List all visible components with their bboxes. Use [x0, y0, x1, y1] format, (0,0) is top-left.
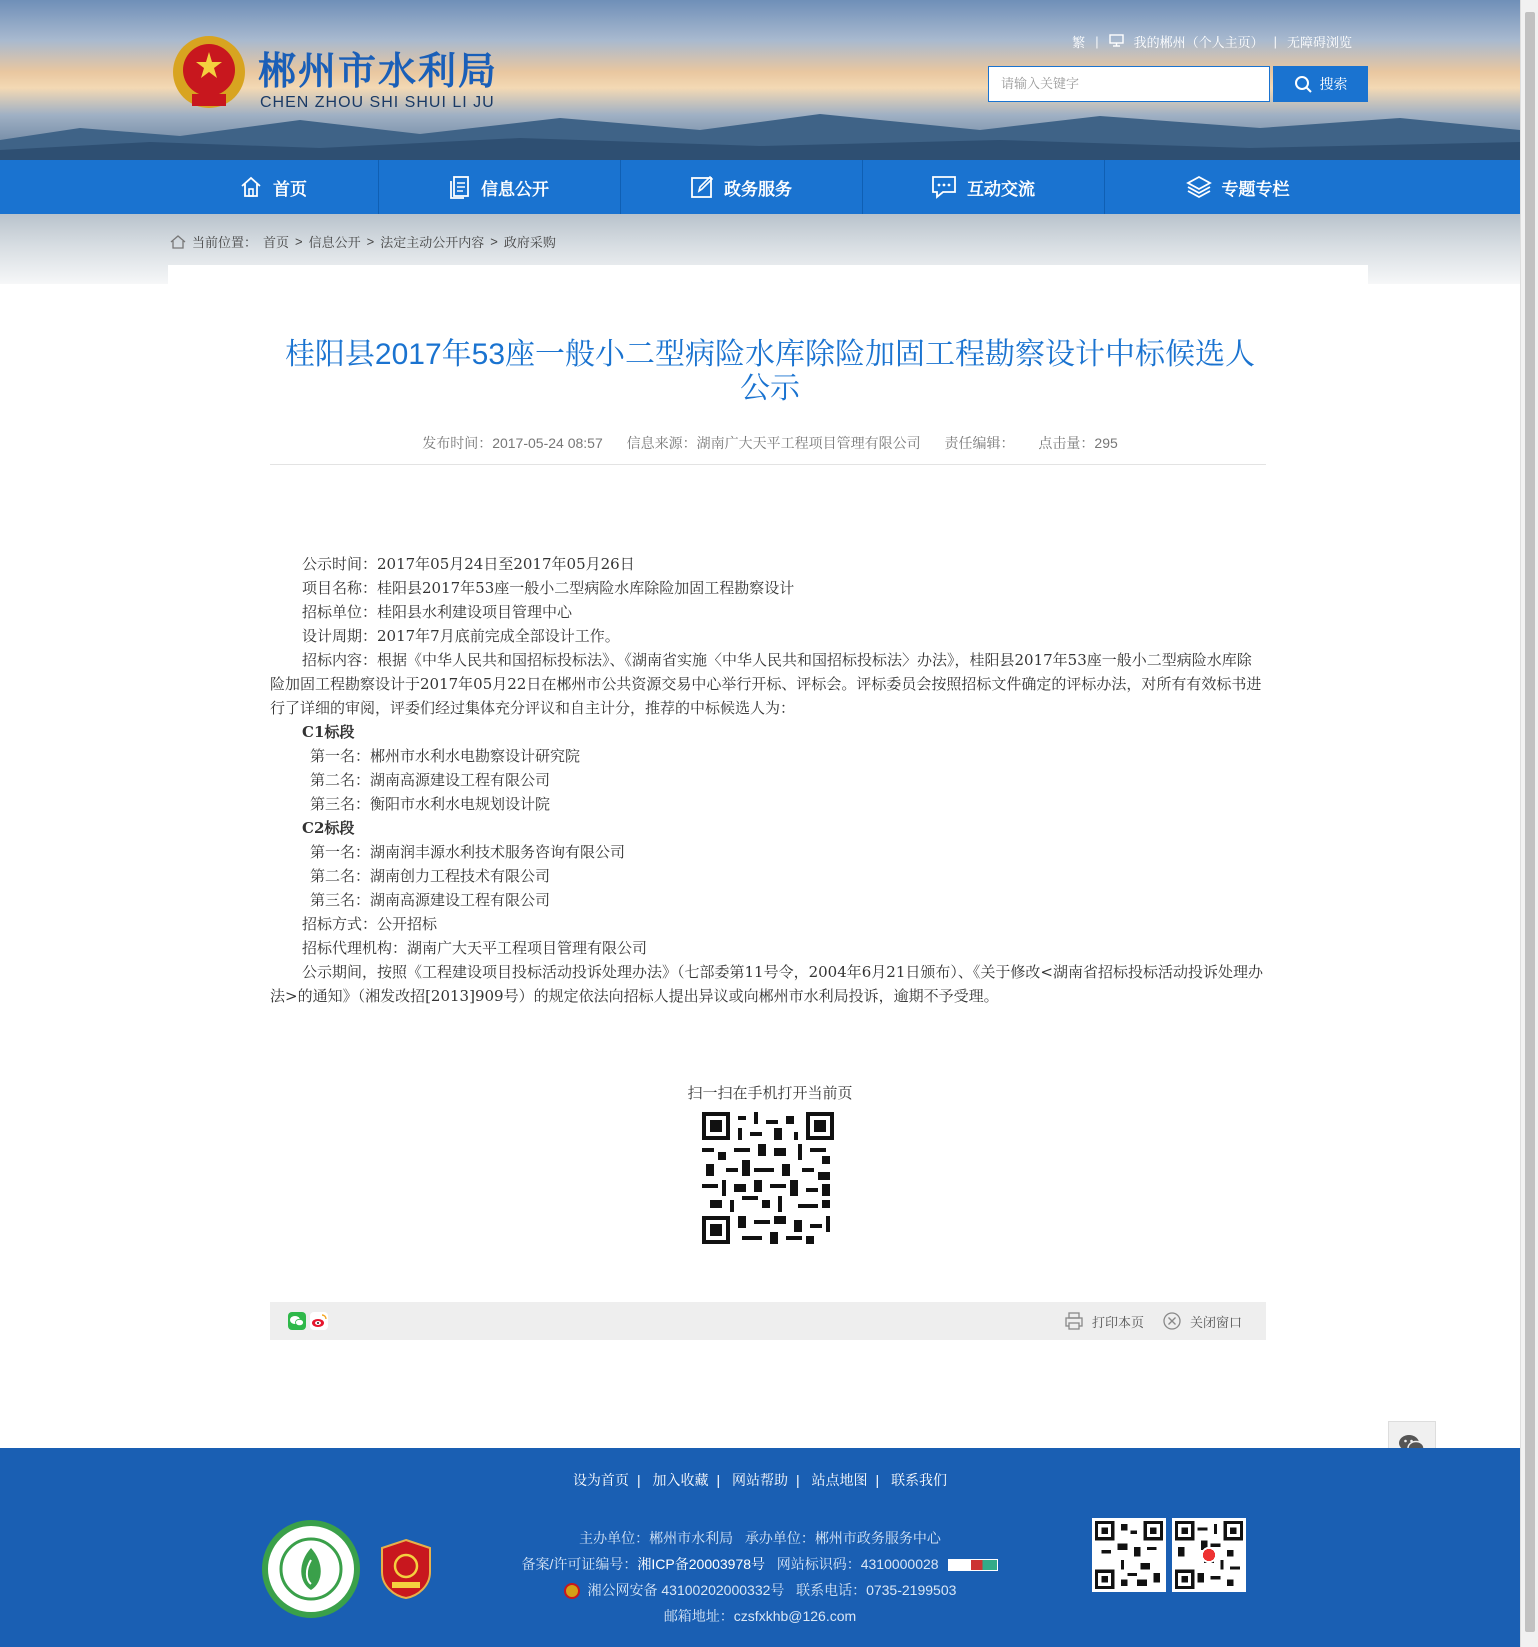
footer-qr-code-1 — [1092, 1518, 1166, 1592]
document-icon — [449, 175, 471, 199]
site-title[interactable]: 郴州市水利局 — [258, 51, 499, 93]
info-source: 信息来源：湖南广大天平工程项目管理有限公司 — [626, 435, 921, 451]
site-pinyin: CHEN ZHOU SHI SHUI LI JU — [260, 94, 495, 111]
breadcrumb-prefix: 当前位置： — [192, 235, 258, 250]
breadcrumb-item-statutory[interactable]: 法定主动公开内容 — [380, 235, 485, 250]
breadcrumb-item-info[interactable]: 信息公开 — [308, 235, 361, 250]
search-icon — [1294, 75, 1312, 93]
icp-label: 备案/许可证编号： — [521, 1556, 638, 1572]
page-qr-code — [702, 1112, 834, 1244]
nav-item-gov-services[interactable] — [621, 160, 861, 214]
paragraph: 招标代理机构：湖南广大天平工程项目管理有限公司 — [302, 939, 648, 957]
breadcrumb-sep: > — [366, 234, 375, 249]
site-footer — [0, 1448, 1520, 1647]
footer-icp-line — [450, 1554, 1070, 1574]
click-count: 点击量：295 — [1038, 435, 1118, 451]
candidate-item: 第一名：湖南润丰源水利技术服务咨询有限公司 — [310, 843, 626, 861]
article-meta — [270, 433, 1270, 453]
candidate-item: 第二名：湖南创力工程技术有限公司 — [310, 867, 551, 885]
section-heading: C1标段 — [302, 723, 355, 741]
icp-link[interactable]: 湘ICP备20003978号 — [637, 1556, 766, 1572]
my-chenzhou-link[interactable]: 我的郴州（个人主页） — [1133, 35, 1264, 50]
scrollbar-thumb[interactable] — [1525, 12, 1535, 1632]
nav-label: 信息公开 — [481, 179, 549, 199]
title-line-1: 桂阳县2017年53座一般小二型病险水库除险加固工程勘察设计中标候选人 — [284, 338, 1256, 371]
print-label: 打印本页 — [1092, 1314, 1145, 1330]
nav-item-special-topics[interactable] — [1105, 160, 1370, 214]
printer-icon — [1064, 1311, 1084, 1331]
paragraph: 招标单位：桂阳县水利建设项目管理中心 — [302, 603, 573, 621]
footer-link-contact[interactable]: 联系我们 — [891, 1472, 948, 1488]
paragraph: 项目名称：桂阳县2017年53座一般小二型病险水库除险加固工程勘察设计 — [302, 579, 795, 597]
qr-label: 扫一扫在手机打开当前页 — [687, 1085, 853, 1102]
paragraph: 设计周期：2017年7月底前完成全部设计工作。 — [302, 627, 620, 645]
chat-icon — [931, 175, 957, 199]
close-label: 关闭窗口 — [1190, 1314, 1243, 1330]
site-code: 网站标识码：4310000028 — [776, 1556, 939, 1572]
home-icon — [239, 175, 263, 199]
footer-links: 设为首页 | 加入收藏 | 网站帮助 | 站点地图 | 联系我们 — [572, 1472, 948, 1488]
nav-label: 专题专栏 — [1221, 179, 1290, 199]
search-button-label: 搜索 — [1319, 76, 1348, 92]
candidate-item: 第一名：郴州市水利水电勘察设计研究院 — [310, 747, 581, 765]
footer-link-sitemap[interactable]: 站点地图 — [811, 1472, 868, 1488]
footer-link-help[interactable]: 网站帮助 — [732, 1472, 788, 1488]
candidate-item: 第三名：湖南高源建设工程有限公司 — [310, 891, 551, 909]
nav-item-info-disclosure[interactable] — [379, 160, 619, 214]
footer-link-homepage[interactable]: 设为首页 — [572, 1472, 629, 1488]
party-gov-badge-icon — [380, 1538, 432, 1600]
section-heading: C2标段 — [302, 819, 355, 837]
editor: 责任编辑： — [944, 435, 1015, 451]
breadcrumb — [170, 232, 556, 251]
police-badge-icon — [564, 1583, 580, 1599]
traditional-chinese-link[interactable]: 繁 — [1072, 35, 1086, 50]
footer-email-line — [450, 1606, 1070, 1626]
breadcrumb-item-procurement[interactable]: 政府采购 — [503, 235, 556, 250]
contact-phone: 联系电话：0735-2199503 — [796, 1582, 957, 1598]
contact-email: 邮箱地址：czsfxkhb@126.com — [663, 1608, 857, 1624]
nav-item-interaction[interactable] — [863, 160, 1103, 214]
nav-label: 政务服务 — [724, 179, 792, 199]
footer-qr-code-2 — [1172, 1518, 1246, 1592]
meta-divider — [270, 464, 1266, 465]
breadcrumb-item-home[interactable]: 首页 — [263, 235, 290, 250]
footer-police-line — [450, 1580, 1070, 1600]
police-record[interactable]: 湘公网安备 43100202000332号 — [587, 1582, 785, 1598]
breadcrumb-sep: > — [295, 234, 303, 249]
national-emblem-icon — [170, 32, 248, 114]
close-window-button[interactable] — [1162, 1302, 1242, 1340]
monitor-icon — [1109, 34, 1124, 50]
wechat-share-icon[interactable] — [288, 1312, 306, 1330]
weibo-share-icon[interactable] — [310, 1312, 328, 1330]
top-links — [1072, 32, 1352, 51]
edit-icon — [690, 175, 714, 199]
main-nav — [0, 160, 1520, 214]
search-input[interactable]: 请输入关键字 — [988, 66, 1270, 102]
nav-item-home[interactable] — [168, 160, 378, 214]
divider: | — [1095, 34, 1099, 49]
paragraph: 招标内容：根据《中华人民共和国招标投标法》、《湖南省实施〈中华人民共和国招标投标法〉办法》，桂阳县2017年53座一般小二型病险水库除险加固工程勘察设计于2017年05月22日在郴州市公共资源交易中心举行开标、评标会。评标委员会按照招标文件确定的评标办法，对所有有效标书进行了详细的审阅，评委们经过集体充分评议和自主计分，推荐的中标候选人为： — [270, 651, 1262, 717]
layers-icon — [1186, 175, 1212, 199]
breadcrumb-sep: > — [490, 234, 498, 249]
divider: | — [1273, 34, 1277, 49]
host-unit: 主办单位：郴州市水利局 — [579, 1530, 734, 1546]
home-icon — [170, 235, 186, 249]
footer-link-favorite[interactable]: 加入收藏 — [652, 1472, 709, 1488]
print-button[interactable] — [1064, 1302, 1144, 1340]
article-body — [270, 552, 1266, 1008]
nav-label: 首页 — [273, 179, 307, 199]
page-title — [270, 338, 1270, 406]
share-toolbar — [270, 1302, 1266, 1340]
close-icon — [1162, 1311, 1182, 1331]
accessible-browsing-link[interactable]: 无障碍浏览 — [1286, 35, 1352, 50]
paragraph: 招标方式：公开招标 — [302, 915, 438, 933]
publish-time: 发布时间：2017-05-24 08:57 — [422, 435, 603, 451]
organizer-unit: 承办单位：郴州市政务服务中心 — [744, 1530, 941, 1546]
search-button[interactable] — [1273, 66, 1368, 102]
vertical-scrollbar[interactable] — [1520, 0, 1538, 1647]
candidate-item: 第三名：衡阳市水利水电规划设计院 — [310, 795, 551, 813]
candidate-item: 第二名：湖南高源建设工程有限公司 — [310, 771, 551, 789]
cnzz-icon — [948, 1559, 998, 1571]
footer-host-line — [450, 1528, 1070, 1548]
paragraph: 公示时间：2017年05月24日至2017年05月26日 — [302, 555, 635, 573]
paragraph: 公示期间，按照《工程建设项目投标活动投诉处理办法》（七部委第11号令，2004年6月21日颁布）、《关于修改<湖南省招标投标活动投诉处理办法>的通知》（湘发改招[2013]909号）的规定依法向招标人提出异议或向郴州市水利局投诉，逾期不予受理。 — [270, 963, 1263, 1005]
title-line-2: 公示 — [740, 372, 800, 405]
civilization-badge-icon — [262, 1520, 360, 1618]
nav-label: 互动交流 — [967, 179, 1035, 199]
